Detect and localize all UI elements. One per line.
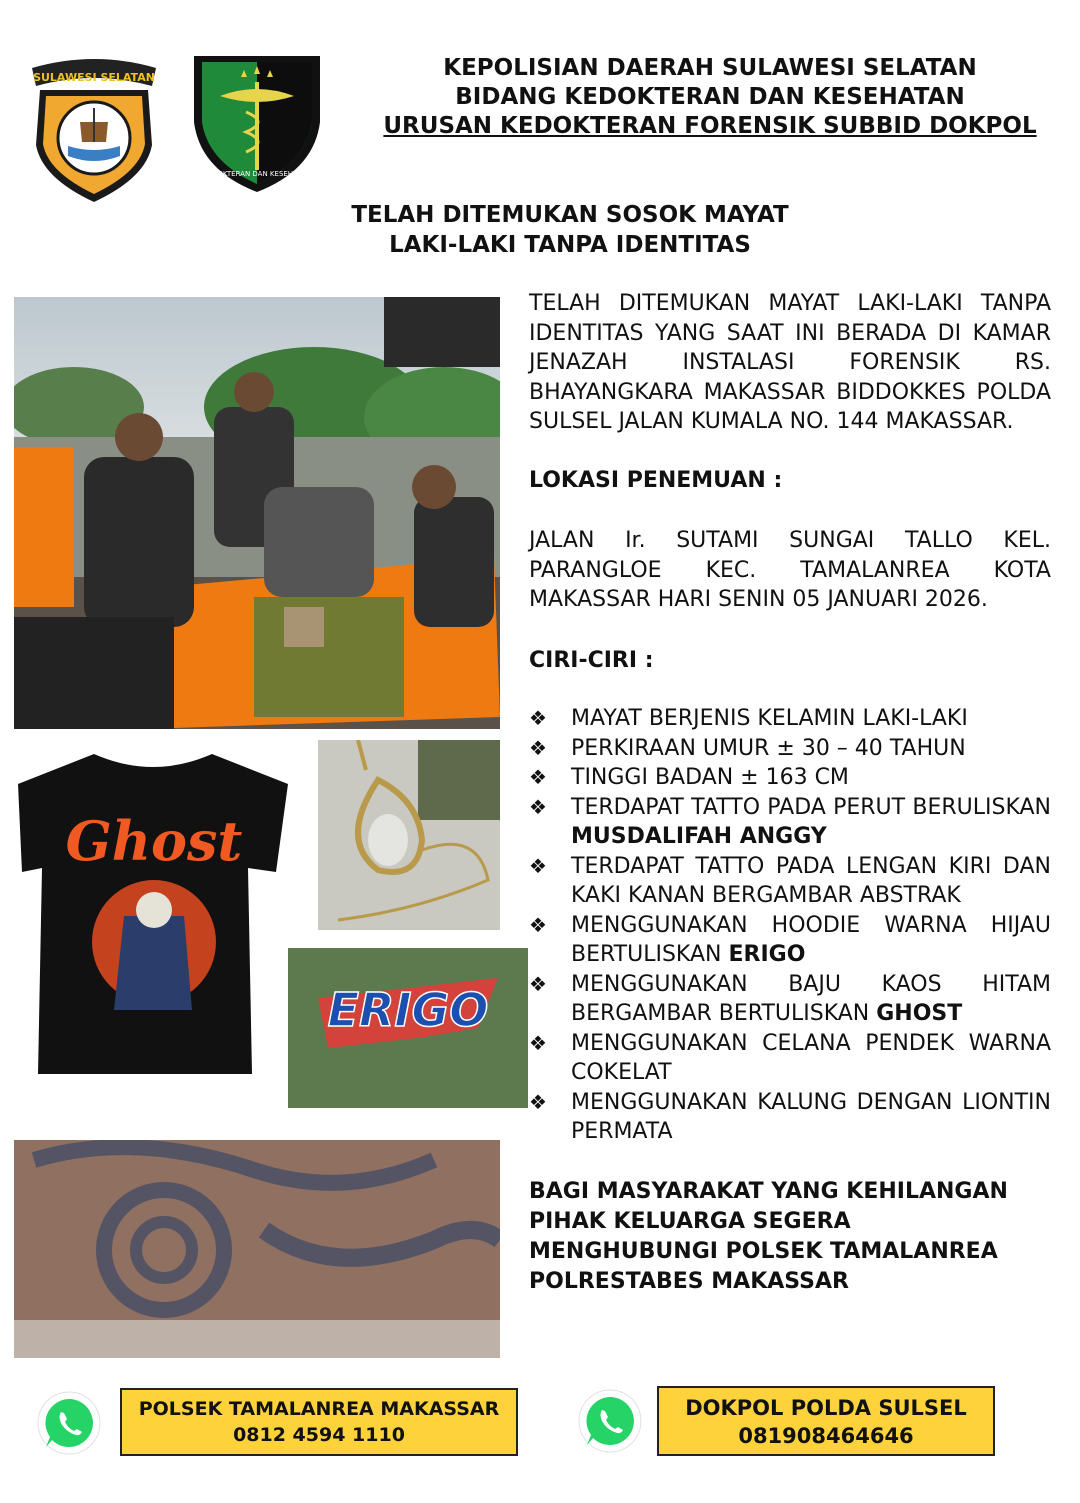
diamond-bullet-icon: ❖ bbox=[529, 1030, 547, 1055]
list-item: ❖ PERKIRAAN UMUR ± 30 – 40 TAHUN bbox=[529, 734, 1051, 764]
dokkes-logo bbox=[190, 52, 324, 195]
diamond-bullet-icon: ❖ bbox=[529, 794, 547, 819]
list-item: ❖ TERDAPAT TATTO PADA PERUT BERULISKAN MUSDALIFAH ANGGY bbox=[529, 794, 1051, 849]
title-line-1: TELAH DITEMUKAN SOSOK MAYAT bbox=[351, 202, 789, 228]
list-item: ❖ MAYAT BERJENIS KELAMIN LAKI-LAKI bbox=[529, 704, 1051, 734]
police-logo bbox=[28, 50, 160, 205]
diamond-bullet-icon: ❖ bbox=[529, 1089, 547, 1114]
contact-box-dokpol[interactable] bbox=[657, 1386, 995, 1456]
location-text: JALAN Ir. SUTAMI SUNGAI TALLO KEL. PARANGLOE KEC. TAMALANREA KOTA MAKASSAR HARI SENIN 05 JANUARI 2026. bbox=[529, 528, 1051, 612]
list-item: ❖ TERDAPAT TATTO PADA LENGAN KIRI DAN KAKI KANAN BERGAMBAR ABSTRAK bbox=[529, 853, 1051, 908]
header-line-1: KEPOLISIAN DAERAH SULAWESI SELATAN bbox=[443, 55, 977, 81]
contact-box-polsek[interactable] bbox=[120, 1388, 518, 1456]
dokkes-logo-ring: KEDOKTERAN DAN KESEHATAN bbox=[202, 170, 312, 178]
features-heading: CIRI-CIRI : bbox=[529, 648, 654, 673]
diamond-bullet-icon: ❖ bbox=[529, 971, 547, 996]
diamond-bullet-icon: ❖ bbox=[529, 912, 547, 937]
diamond-bullet-icon: ❖ bbox=[529, 706, 547, 730]
list-item: ❖ TINGGI BADAN ± 163 CM bbox=[529, 763, 1051, 793]
necklace-photo bbox=[318, 740, 500, 930]
contact-name: DOKPOL POLDA SULSEL bbox=[685, 1396, 967, 1420]
call-to-action: BAGI MASYARAKAT YANG KEHILANGAN PIHAK KELUARGA SEGERA MENGHUBUNGI POLSEK TAMALANREA POLRESTABES MAKASSAR bbox=[529, 1179, 1008, 1294]
hoodie-logo-photo bbox=[288, 948, 528, 1108]
location-heading: LOKASI PENEMUAN : bbox=[529, 468, 783, 493]
diamond-bullet-icon: ❖ bbox=[529, 735, 547, 760]
title-line-2: LAKI-LAKI TANPA IDENTITAS bbox=[389, 232, 751, 258]
features-list bbox=[529, 704, 1051, 1147]
whatsapp-icon[interactable] bbox=[577, 1388, 643, 1454]
agency-header bbox=[340, 54, 1080, 141]
whatsapp-icon[interactable] bbox=[36, 1390, 102, 1456]
diamond-bullet-icon: ❖ bbox=[529, 853, 547, 878]
header-line-3: URUSAN KEDOKTERAN FORENSIK SUBBID DOKPOL bbox=[383, 113, 1037, 139]
contact-phone: 0812 4594 1110 bbox=[233, 1424, 405, 1446]
list-item: ❖ MENGGUNAKAN KALUNG DENGAN LIONTIN PERMATA bbox=[529, 1089, 1051, 1144]
list-item: ❖ MENGGUNAKAN CELANA PENDEK WARNA COKELAT bbox=[529, 1030, 1051, 1085]
intro-text: TELAH DITEMUKAN MAYAT LAKI-LAKI TANPA IDENTITAS YANG SAAT INI BERADA DI KAMAR JENAZAH INSTALASI FORENSIK RS. BHAYANGKARA MAKASSAR BIDDOKKES POLDA SULSEL JALAN KUMALA NO. 144 MAKASSAR. bbox=[529, 291, 1051, 434]
hoodie-logo-text: ERIGO bbox=[327, 983, 489, 1037]
list-item: ❖ MENGGUNAKAN BAJU KAOS HITAM BERGAMBAR BERTULISKAN GHOST bbox=[529, 971, 1051, 1026]
tattoo-photo bbox=[14, 1140, 500, 1358]
contact-name: POLSEK TAMALANREA MAKASSAR bbox=[138, 1398, 500, 1420]
contact-phone: 081908464646 bbox=[738, 1424, 914, 1448]
scene-photo bbox=[14, 297, 500, 729]
diamond-bullet-icon: ❖ bbox=[529, 765, 547, 789]
list-item: ❖ MENGGUNAKAN HOODIE WARNA HIJAU BERTULISKAN ERIGO bbox=[529, 912, 1051, 967]
tshirt-print-text: Ghost bbox=[65, 809, 243, 873]
notice-title bbox=[300, 200, 840, 260]
header-line-2: BIDANG KEDOKTERAN DAN KESEHATAN bbox=[455, 84, 965, 110]
tshirt-photo bbox=[14, 740, 292, 1080]
police-logo-banner: SULAWESI SELATAN bbox=[33, 71, 155, 84]
